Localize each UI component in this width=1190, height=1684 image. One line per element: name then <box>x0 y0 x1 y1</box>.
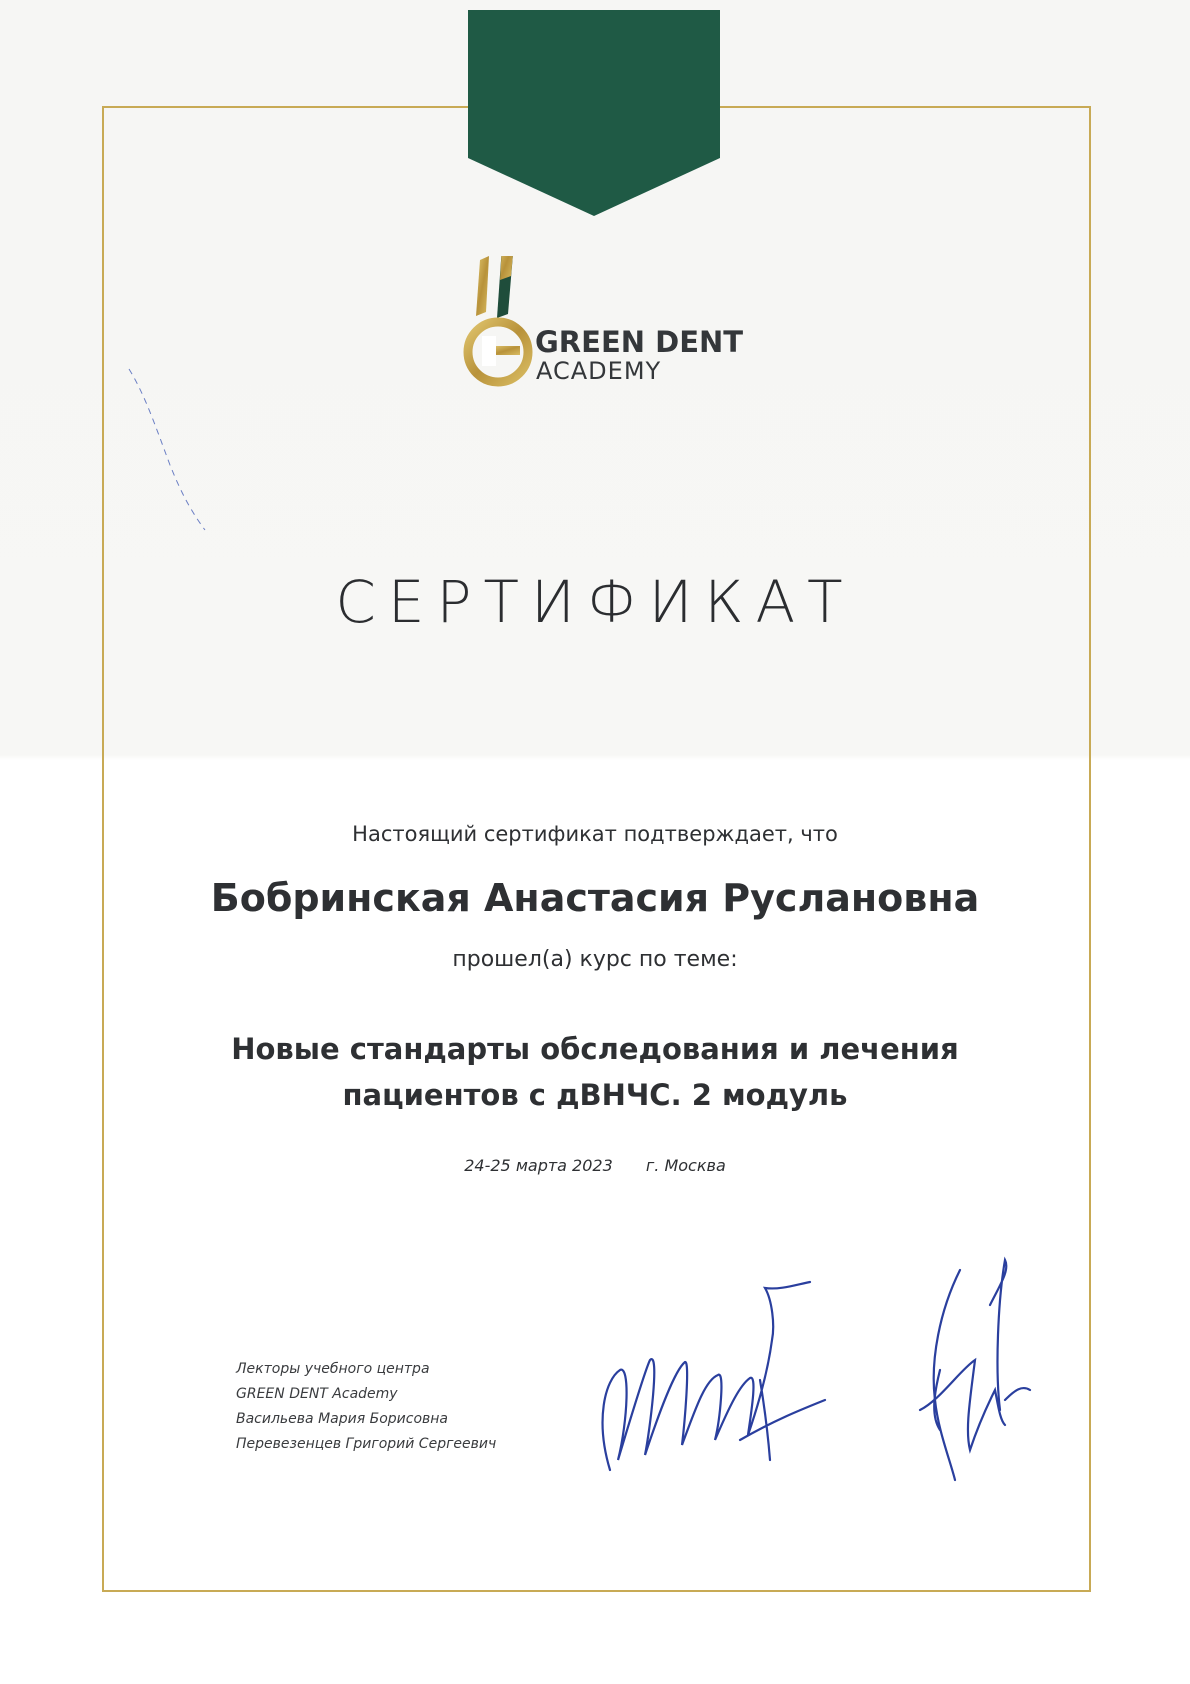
course-date: 24-25 марта 2023 <box>464 1156 613 1175</box>
certificate-title: СЕРТИФИКАТ <box>335 568 855 636</box>
lecturers-line-2: GREEN DENT Academy <box>236 1386 398 1402</box>
lecturer-name-2: Перевезенцев Григорий Сергеевич <box>236 1436 497 1452</box>
course-place: г. Москва <box>645 1156 726 1175</box>
course-title: Новые стандарты обследования и лечения пациентов с дВНЧС. 2 модуль <box>231 1032 959 1112</box>
ribbon-banner <box>468 10 720 216</box>
pen-scratch-mark <box>125 365 215 535</box>
recipient-name: Бобринская Анастасия Руслановна <box>210 876 980 920</box>
lecturer-name-1: Васильева Мария Борисовна <box>236 1411 448 1427</box>
passed-course-text: прошел(а) курс по теме: <box>452 947 738 972</box>
brand-name-line2: ACADEMY <box>536 357 662 385</box>
signature-1 <box>590 1270 830 1490</box>
lecturers-block <box>236 1357 496 1457</box>
lecturers-line-1: Лекторы учебного центра <box>236 1361 430 1377</box>
signature-2 <box>900 1250 1040 1500</box>
date-and-place <box>0 1156 1190 1175</box>
confirm-text: Настоящий сертификат подтверждает, что <box>352 822 838 846</box>
brand-name-line1: GREEN DENT <box>535 325 744 359</box>
